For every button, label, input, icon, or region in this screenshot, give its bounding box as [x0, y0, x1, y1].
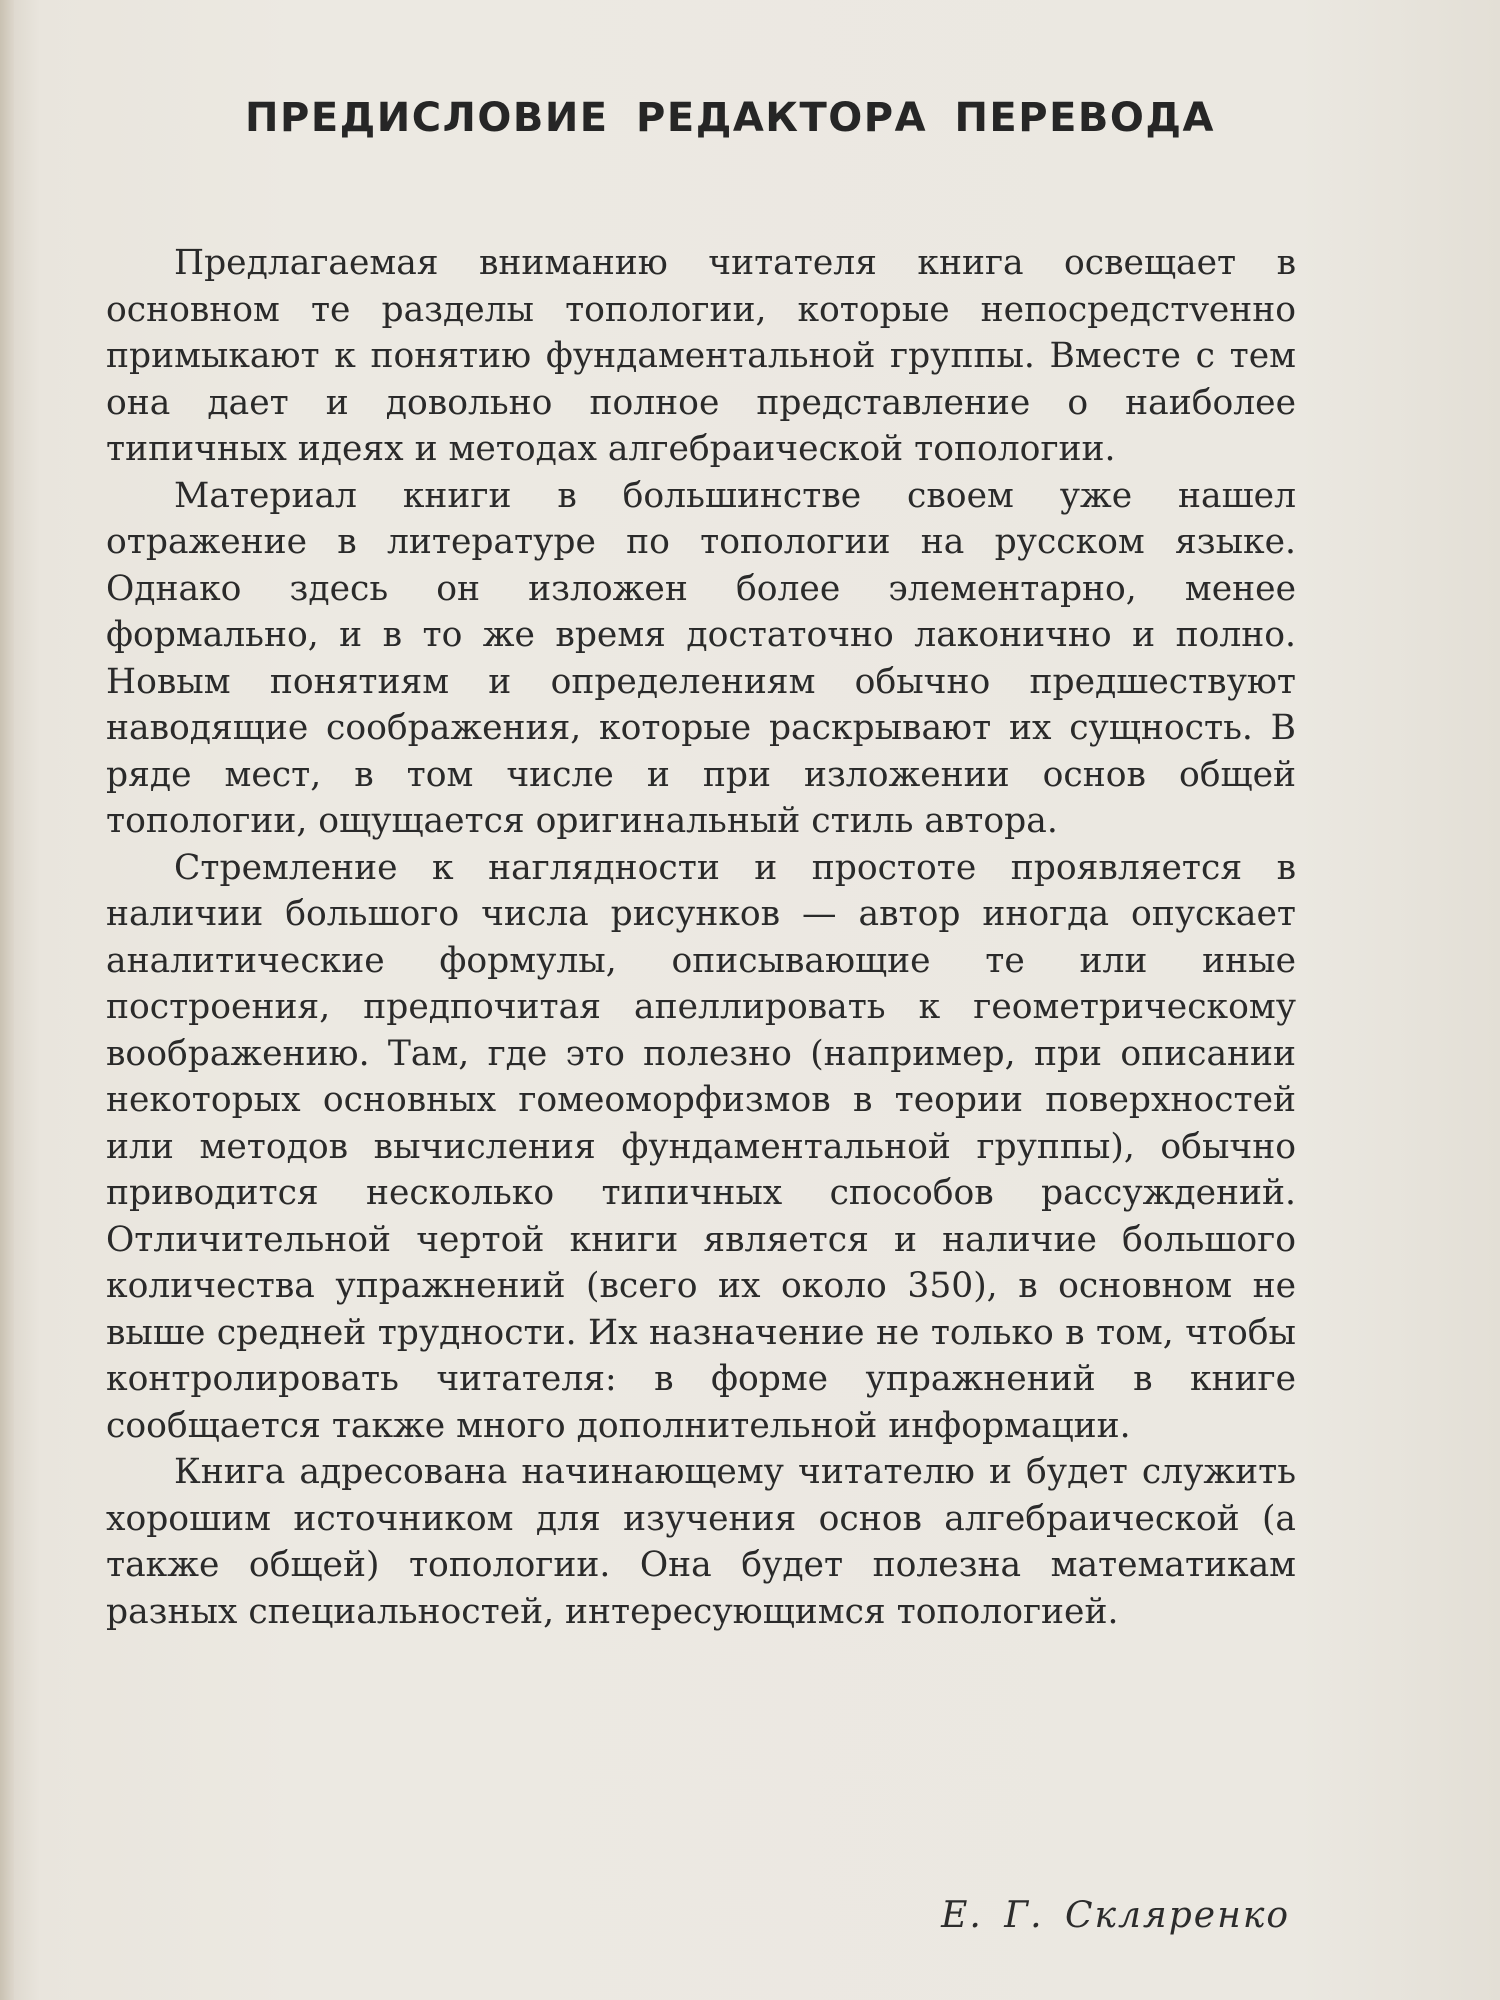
page-title: ПРЕДИСЛОВИЕ РЕДАКТОРА ПЕРЕВОДА: [245, 94, 1215, 141]
paragraph-2: Материал книги в большинстве своем уже нашел отражение в литературе по топологии на русском языке. Однако здесь он изложен более элементарно, менее формально, и в то же время достаточно лаконично и полно. Новым понятиям и определениям обычно предшествуют наводящие соображения, которые раскрывают их сущность. В ряде мест, в том числе и при изложении основ общей топологии, ощущается оригинальный стиль автора.: [106, 475, 1296, 841]
editor-signature: Е. Г. Скляренко: [941, 1895, 1290, 1936]
paragraph-4: Книга адресована начинающему читателю и будет служить хорошим источником для изучения основ алгебраической (а также общей) топологии. Она будет полезна математикам разных специальностей, интересующимся топологией.: [106, 1452, 1296, 1632]
paragraph-3: Стремление к наглядности и простоте проявляется в наличии большого числа рисунков — автор иногда опускает аналитические формулы, описывающие те или иные построения, предпочитая апеллировать к геометрическому воображению. Там, где это полезно (например, при описании некоторых основных гомеоморфизмов в теории поверхностей или методов вычисления фундаментальной группы), обычно приводится несколько типичных способов рассуждений. Отличительной чертой книги является и наличие большого количества упражнений (всего их около 350), в основном не выше средней трудности. Их назначение не только в том, чтобы контролировать читателя: в форме упражнений в книге сообщается также много дополнительной информации.: [106, 847, 1296, 1446]
preface-body: [106, 240, 1296, 1635]
page-binding-edge: [0, 0, 14, 2000]
paragraph-1: Предлагаемая вниманию читателя книга освещает в основном те разделы топологии, которые непосредстvенно примыкают к понятию фундаментальной группы. Вместе с тем она дает и довольно полное представление о наиболее типичных идеях и методах алгебраической топологии.: [106, 243, 1296, 469]
